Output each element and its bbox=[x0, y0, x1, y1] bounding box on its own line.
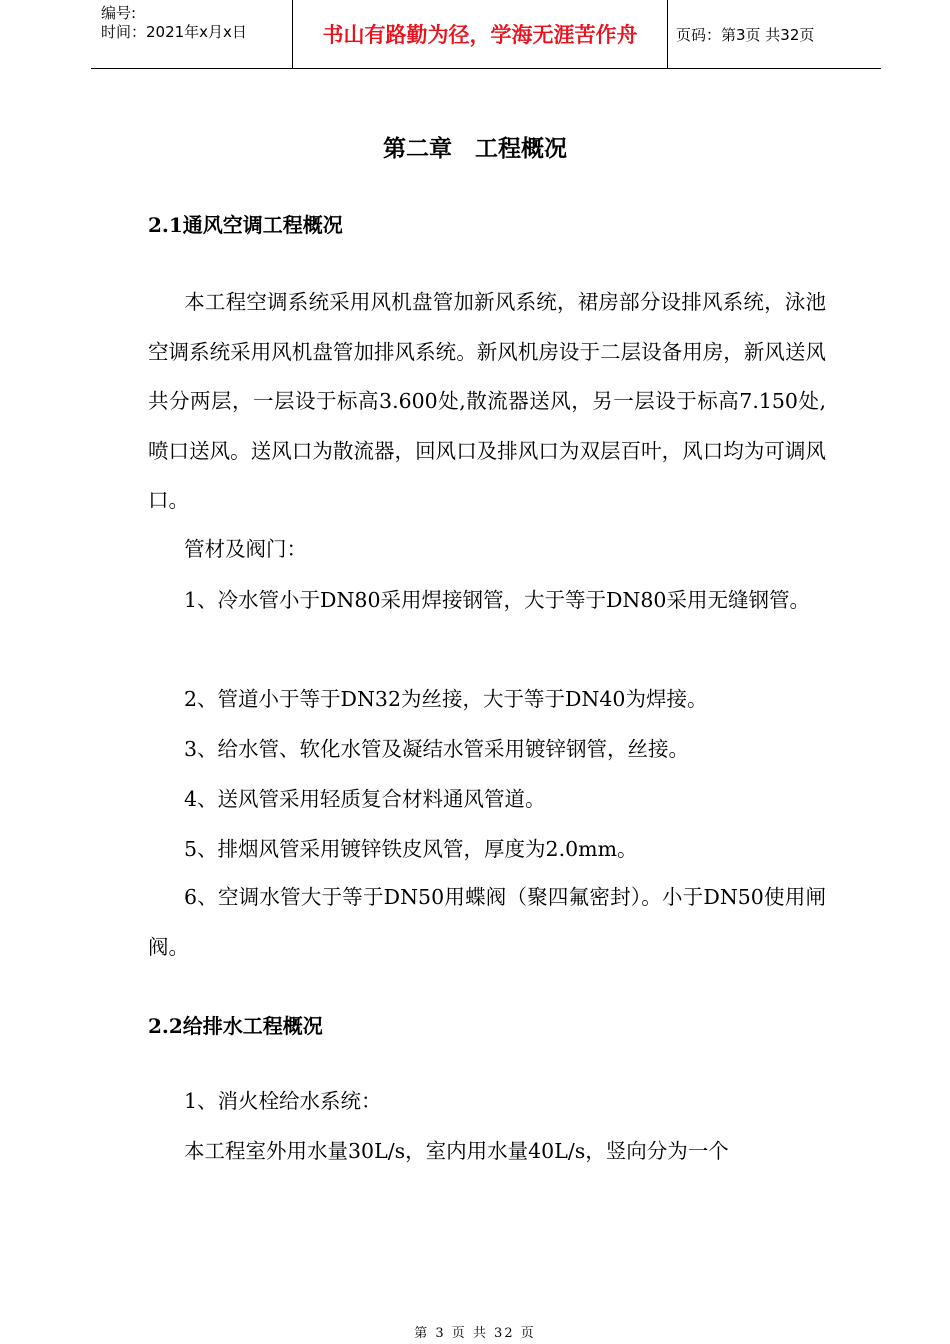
chapter-title: 第二章 工程概况 bbox=[383, 135, 567, 162]
header-right-cell bbox=[667, 0, 881, 68]
pipe-item-1-text: 1、冷水管小于DN80采用焊接钢管，大于等于DN80采用无缝钢管。 bbox=[184, 588, 810, 612]
header-motto-cell bbox=[292, 0, 668, 68]
pipe-item-5: 5、排烟风管采用镀锌铁皮风管，厚度为2.0mm。 bbox=[184, 837, 638, 861]
water-usage-paragraph: 本工程室外用水量30L/s，室内用水量40L/s，竖向分为一个 bbox=[184, 1139, 729, 1163]
document-date-label: 时间：2021年x月x日 bbox=[101, 23, 247, 41]
section-heading-2-2: 2.2给排水工程概况 bbox=[148, 1014, 323, 1038]
pipes-and-valves-title: 管材及阀门： bbox=[184, 537, 307, 561]
header-motto: 书山有路勤为径，学海无涯苦作舟 bbox=[322, 23, 638, 47]
pipe-item-2: 2、管道小于等于DN32为丝接，大于等于DN40为焊接。 bbox=[184, 687, 708, 711]
pipe-item-1 bbox=[148, 576, 826, 626]
header-page-label: 页码：第3页 共32页 bbox=[676, 26, 815, 44]
pipe-item-3: 3、给水管、软化水管及凝结水管采用镀锌钢管，丝接。 bbox=[184, 737, 690, 761]
page-footer-number: 第 3 页 共 32 页 bbox=[414, 1326, 536, 1341]
section-2-1-intro-paragraph bbox=[148, 278, 826, 526]
hydrant-system-item: 1、消火栓给水系统： bbox=[184, 1089, 382, 1113]
pipe-item-6-text: 6、空调水管大于等于DN50用蝶阀（聚四氟密封）。小于DN50使用闸阀。 bbox=[148, 885, 826, 959]
pipe-item-6 bbox=[148, 873, 826, 972]
pipe-item-4: 4、送风管采用轻质复合材料通风管道。 bbox=[184, 787, 546, 811]
page-header bbox=[91, 0, 881, 69]
document-code-label: 编号: bbox=[101, 4, 137, 22]
header-left-cell bbox=[91, 0, 292, 68]
section-heading-2-1: 2.1通风空调工程概况 bbox=[148, 213, 343, 237]
section-2-1-intro-text: 本工程空调系统采用风机盘管加新风系统，裙房部分设排风系统，泳池空调系统采用风机盘管加排风系统。新风机房设于二层设备用房，新风送风共分两层，一层设于标高3.600处,散流器送风，另一层设于标高7.150处,喷口送风。送风口为散流器，回风口及排风口为双层百叶，风口均为可调风口。 bbox=[148, 290, 826, 513]
